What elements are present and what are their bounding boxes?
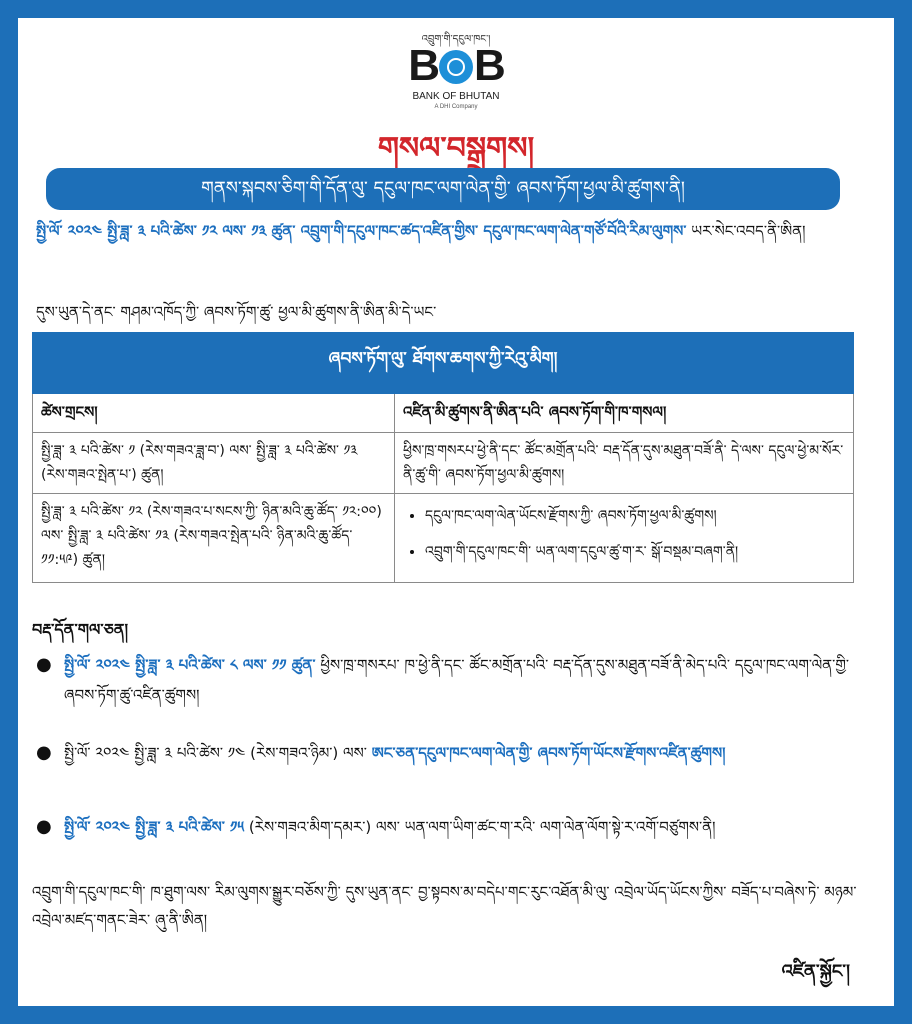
- list-item: [36, 738, 866, 768]
- bank-name: BANK OF BHUTAN: [412, 91, 500, 102]
- logo-mark: B B: [408, 41, 504, 90]
- bank-tagline: A DHI Company: [434, 104, 478, 110]
- table-row: [33, 433, 854, 494]
- service-disruption-table: [32, 332, 854, 583]
- col-header-date: ཚེས་གྲངས།: [33, 394, 395, 433]
- point-text: ཕྱིས་ཁྲ་གསརཔ་ ཁ་ཕྱེ་ནི་དང་ ཚོང་མགྲོན་པའི་ བརྡ་དོན་དུས་མཐུན་བཟོ་ནི་མེད་པའི་ དངུལ་ཁང་ལག་ལེན་གྱི་ ཞབས་ཏོག་ཚུ་འཛིན་ཚུགས།: [64, 656, 850, 704]
- col-header-services: འཛིན་མི་ཚུགས་ནི་ཨིན་པའི་ ཞབས་ཏོག་གི་ཁ་གསལ།: [395, 394, 854, 433]
- points-heading: བརྡ་དོན་གལ་ཅན།: [32, 620, 129, 639]
- point-text: (རེས་གཟའ་མིག་དམར་) ལས་ ཡན་ལག་ཡིག་ཚང་ག་རའི་ ལག་ལེན་ལོག་སྟེ་ར་འགོ་བཙུགས་ནི།: [248, 818, 716, 836]
- intro-rest: ཡར་སེང་འབད་ནི་ཨིན།: [691, 222, 806, 240]
- subject-banner: གནས་སྐབས་ཅིག་གི་དོན་ལུ་ དངུལ་ཁང་ལག་ལེན་གྱི་ ཞབས་ཏོག་ཕྱལ་མི་ཚུགས་ནི།: [46, 168, 840, 210]
- bullet-icon: ●: [36, 654, 52, 675]
- point-highlight: ཨང་ཅན་དངུལ་ཁང་ལག་ལེན་གྱི་ ཞབས་ཏོག་ཡོངས་རྫོགས་འཛིན་ཚུགས།: [371, 744, 726, 762]
- table-cell-date: སྤྱི་ཟླ་ ༣ པའི་ཚེས་ ༡༢ (རེས་གཟའ་པ་སངས་ཀྱི་ ཉིན་མའི་ཆུ་ཚོད་ ༡༢:༠༠) ལས་ སྤྱི་ཟླ་ ༣ པའི་ཚེས་ ༡༣ (རེས་གཟའ་སྤེན་པའི་ ཉིན་མའི་ཆུ་ཚོད་ ༡༡:༥༩) ཚུན།: [33, 494, 395, 583]
- bullet-icon: ●: [36, 816, 52, 837]
- list-item: • དངུལ་ཁང་ལག་ལེན་ཡོངས་རྫོགས་ཀྱི་ ཞབས་ཏོག་ཕྱལ་མི་ཚུགས།: [425, 504, 845, 528]
- intro-highlight: སྤྱི་ལོ་ ༢༠༢༤ སྤྱི་ཟླ་ ༣ པའི་ཚེས་ ༡༢ ལས་ ༡༣ ཚུན་ འབྲུག་གི་དངུལ་ཁང་ཚད་འཛིན་གྱིས་ དངུལ་ཁང་ལག་ལེན་གཙོ་བོའི་རིམ་ལུགས་: [36, 222, 687, 240]
- list-item: • འབྲུག་གི་དངུལ་ཁང་གི་ ཡན་ལག་དངུལ་ཚུ་ག་ར་ སྒོ་བསྡམ་བཞག་ནི།: [425, 540, 845, 564]
- intro-line-2: དུས་ཡུན་དེ་ནང་ གཤམ་འཁོད་ཀྱི་ ཞབས་ཏོག་ཚུ་ ཕྱལ་མི་ཚུགས་ནི་ཨིན་མི་དེ་ཡང་: [36, 303, 437, 321]
- table-row: [33, 494, 854, 583]
- org-name-tibetan: འབྲུག་གི་དངུལ་ཁང་།: [421, 34, 491, 45]
- table-cell-date: སྤྱི་ཟླ་ ༣ པའི་ཚེས་ ༡ (རེས་གཟའ་ཟླ་བ་) ལས་ སྤྱི་ཟླ་ ༣ པའི་ཚེས་ ༡༣ (རེས་གཟའ་སྤེན་པ་) ཚུན།: [33, 433, 395, 494]
- table-title: ཞབས་ཏོག་ལུ་ ཐོགས་ཆགས་ཀྱི་རེའུ་མིག།: [33, 333, 854, 394]
- point-highlight: སྤྱི་ལོ་ ༢༠༢༤ སྤྱི་ཟླ་ ༣ པའི་ཚེས་ ༡༥: [64, 818, 245, 836]
- list-item: [36, 812, 866, 842]
- signature: འཛིན་སྐྱོང་།: [781, 961, 850, 982]
- bank-logo: [0, 41, 912, 90]
- closing-paragraph: འབྲུག་གི་དངུལ་ཁང་གི་ ཁ་ཐུག་ལས་ རིམ་ལུགས་སྒྱུར་བཅོས་ཀྱི་ དུས་ཡུན་ནང་ བྱ་སྟབས་མ་བདེཔ་གང་རུང་འཐོན་མི་ལུ་ འབྲེལ་ཡོད་ཡོངས་ཀྱིས་ བཟོད་པ་བཞེས་ཏེ་ མཉམ་འབྲེལ་མཛད་གནང་ཟེར་ ཞུ་ནི་ཨིན།: [32, 883, 857, 929]
- bullet-icon: ●: [36, 742, 52, 763]
- point-text: སྤྱི་ལོ་ ༢༠༢༤ སྤྱི་ཟླ་ ༣ པའི་ཚེས་ ༡༤ (རེས་གཟའ་ཉིམ་) ལས་: [64, 744, 367, 762]
- logo-circle-icon: [439, 50, 473, 84]
- table-cell-services: ཕྱིས་ཁྲ་གསརཔ་ཕྱེ་ནི་དང་ ཚོང་མགྲོན་པའི་ བརྡ་དོན་དུས་མཐུན་བཟོ་ནི་ དེ་ལས་ དངུལ་ཕྱེ་མ་སོར་ནི་ཚུ་གི་ ཞབས་ཏོག་ཕྱལ་མི་ཚུགས།: [395, 433, 854, 494]
- intro-paragraph: [36, 220, 866, 242]
- point-highlight: སྤྱི་ལོ་ ༢༠༢༤ སྤྱི་ཟླ་ ༣ པའི་ཚེས་ ༨ ལས་ ༡༡ ཚུན་: [64, 656, 316, 674]
- table-cell-services: [395, 494, 854, 583]
- list-item: [36, 650, 866, 710]
- notice-title: གསལ་བསྒྲགས།: [377, 131, 535, 166]
